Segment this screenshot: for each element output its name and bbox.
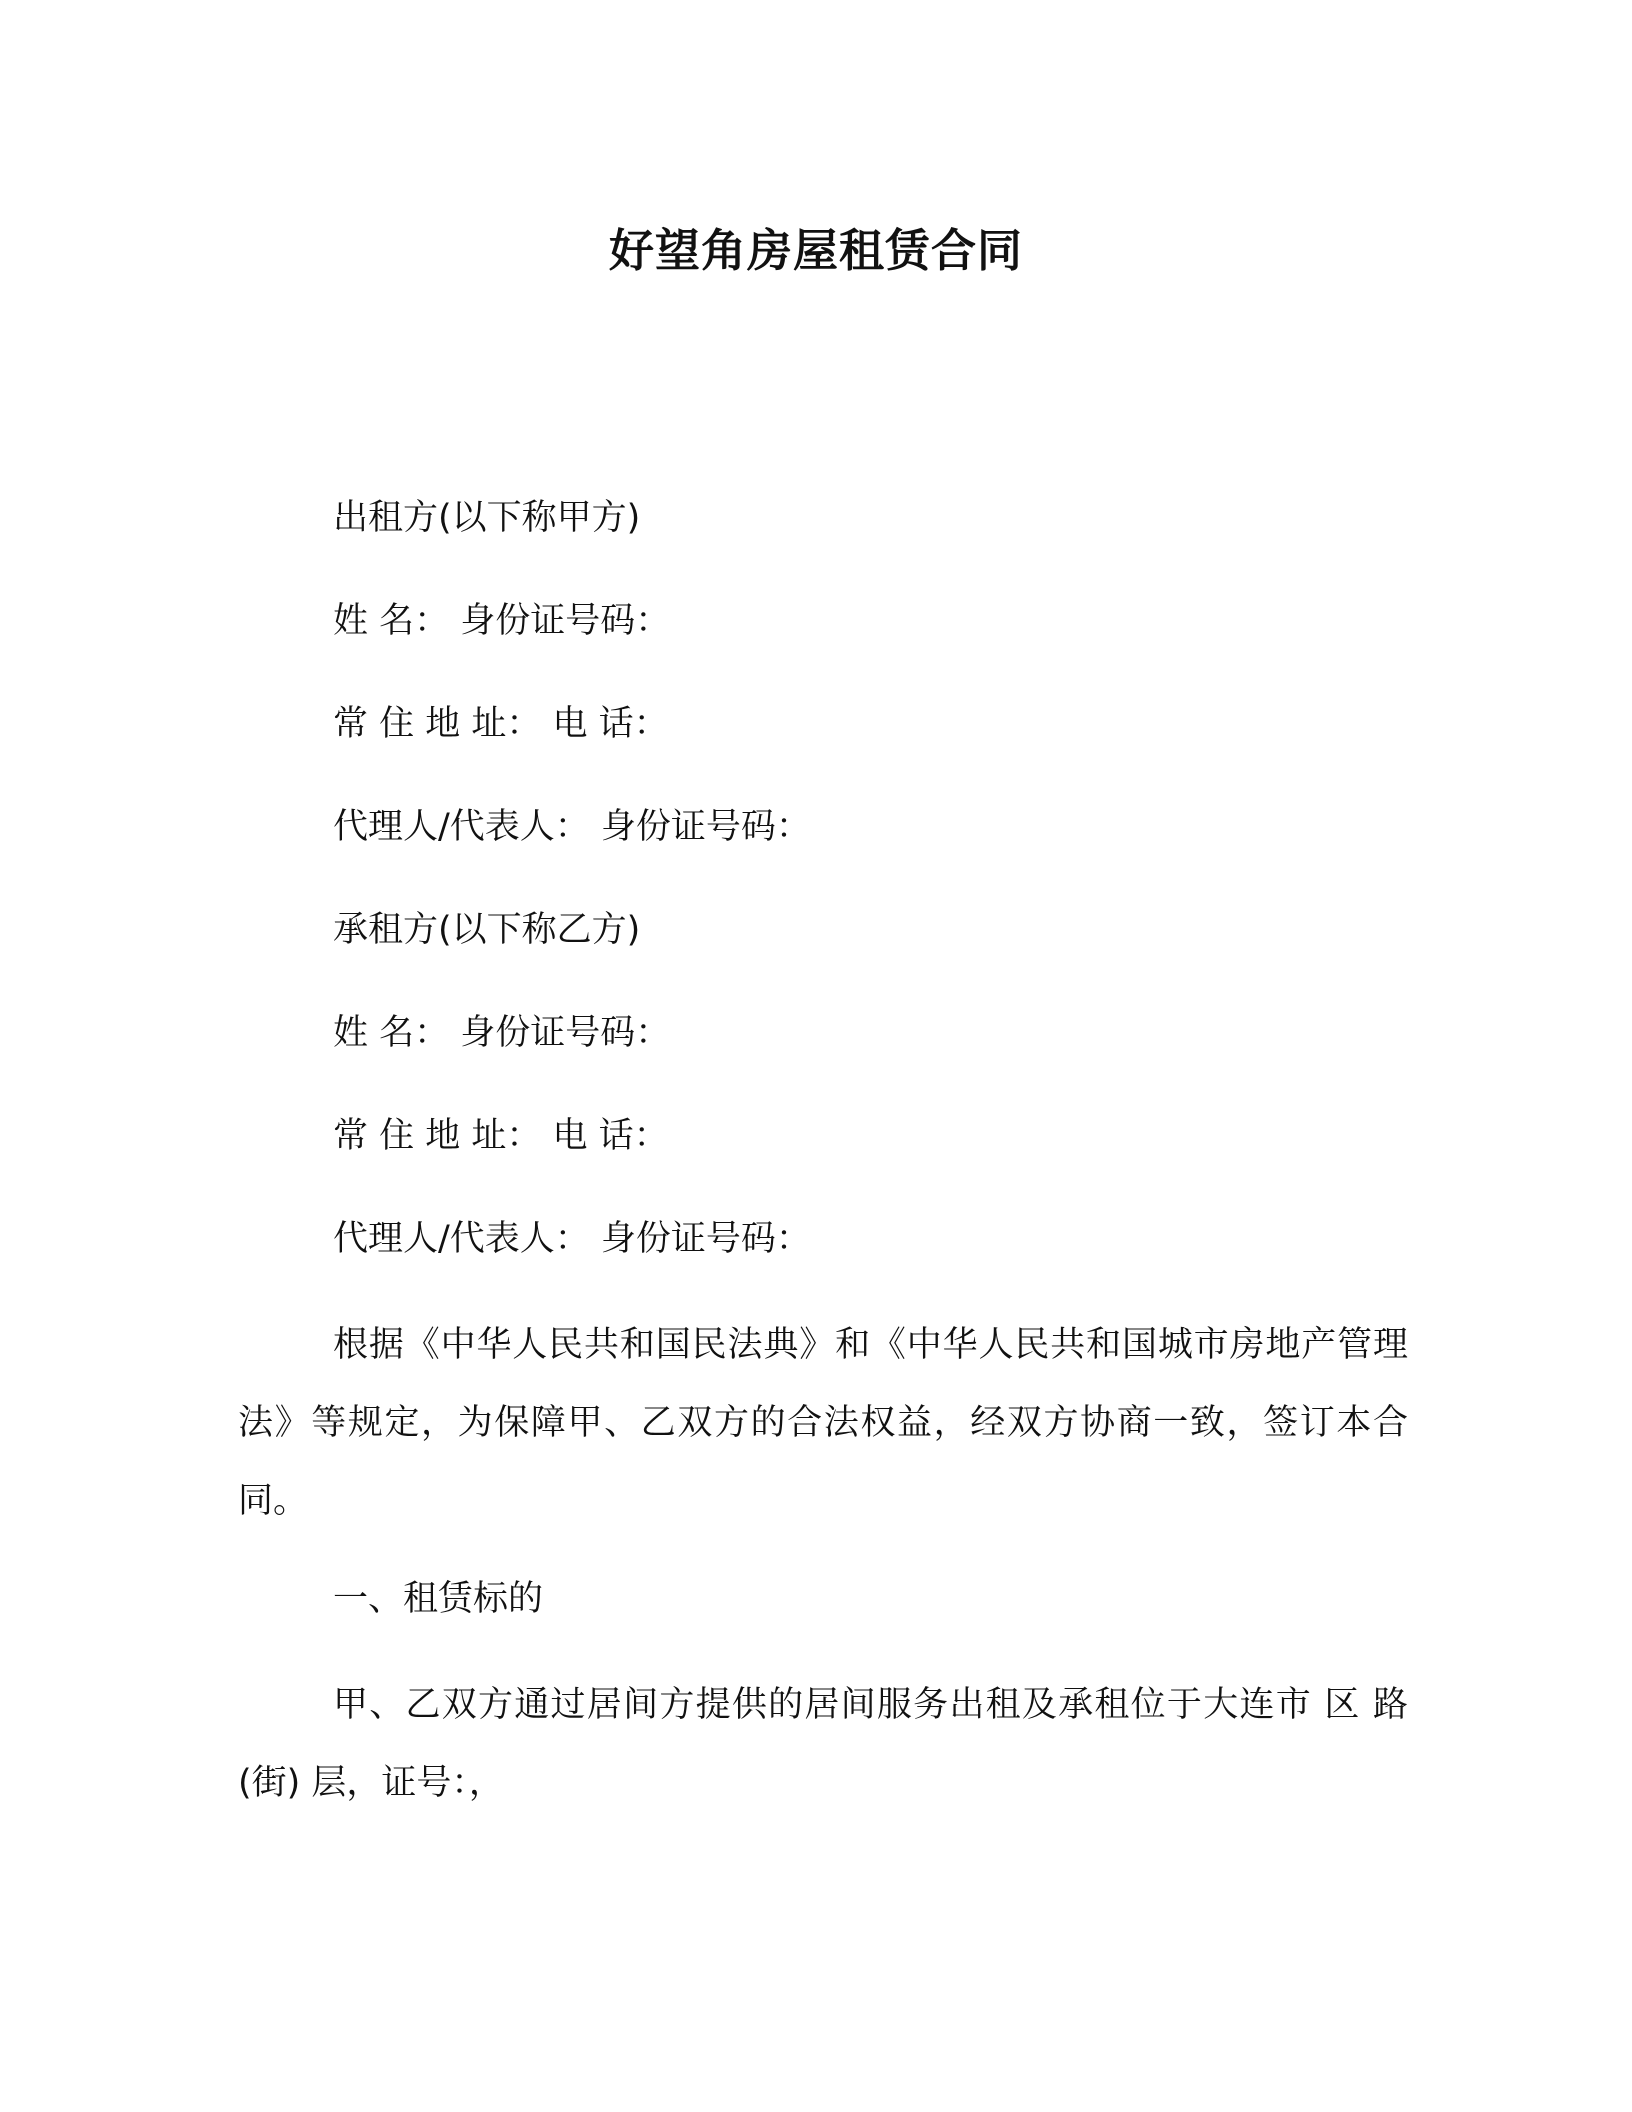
lessor-agent-line: 代理人/代表人： 身份证号码： xyxy=(333,807,811,847)
lessor-address-line: 常 住 地 址： 电 话： xyxy=(333,704,669,744)
document-title: 好望角房屋租赁合同 xyxy=(608,224,1023,277)
lessee-address-line: 常 住 地 址： 电 话： xyxy=(333,1116,669,1156)
lessor-name-line: 姓 名： 身份证号码： xyxy=(333,601,671,641)
preamble-paragraph: 根据《中华人民共和国民法典》和《中华人民共和国城市房地产管理法》等规定，为保障甲、乙双方的合法权益，经双方协商一致，签订本合同。 xyxy=(238,1325,1408,1521)
lessor-heading: 出租方(以下称甲方) xyxy=(333,498,641,538)
lessee-heading: 承租方(以下称乙方) xyxy=(333,910,641,950)
section-1-paragraph: 甲、乙双方通过居间方提供的居间服务出租及承租位于大连市 区 路(街) 层，证号：， xyxy=(238,1685,1408,1803)
section-1-heading: 一、租赁标的 xyxy=(333,1579,544,1619)
lessee-agent-line: 代理人/代表人： 身份证号码： xyxy=(333,1219,811,1259)
lessee-name-line: 姓 名： 身份证号码： xyxy=(333,1013,671,1053)
